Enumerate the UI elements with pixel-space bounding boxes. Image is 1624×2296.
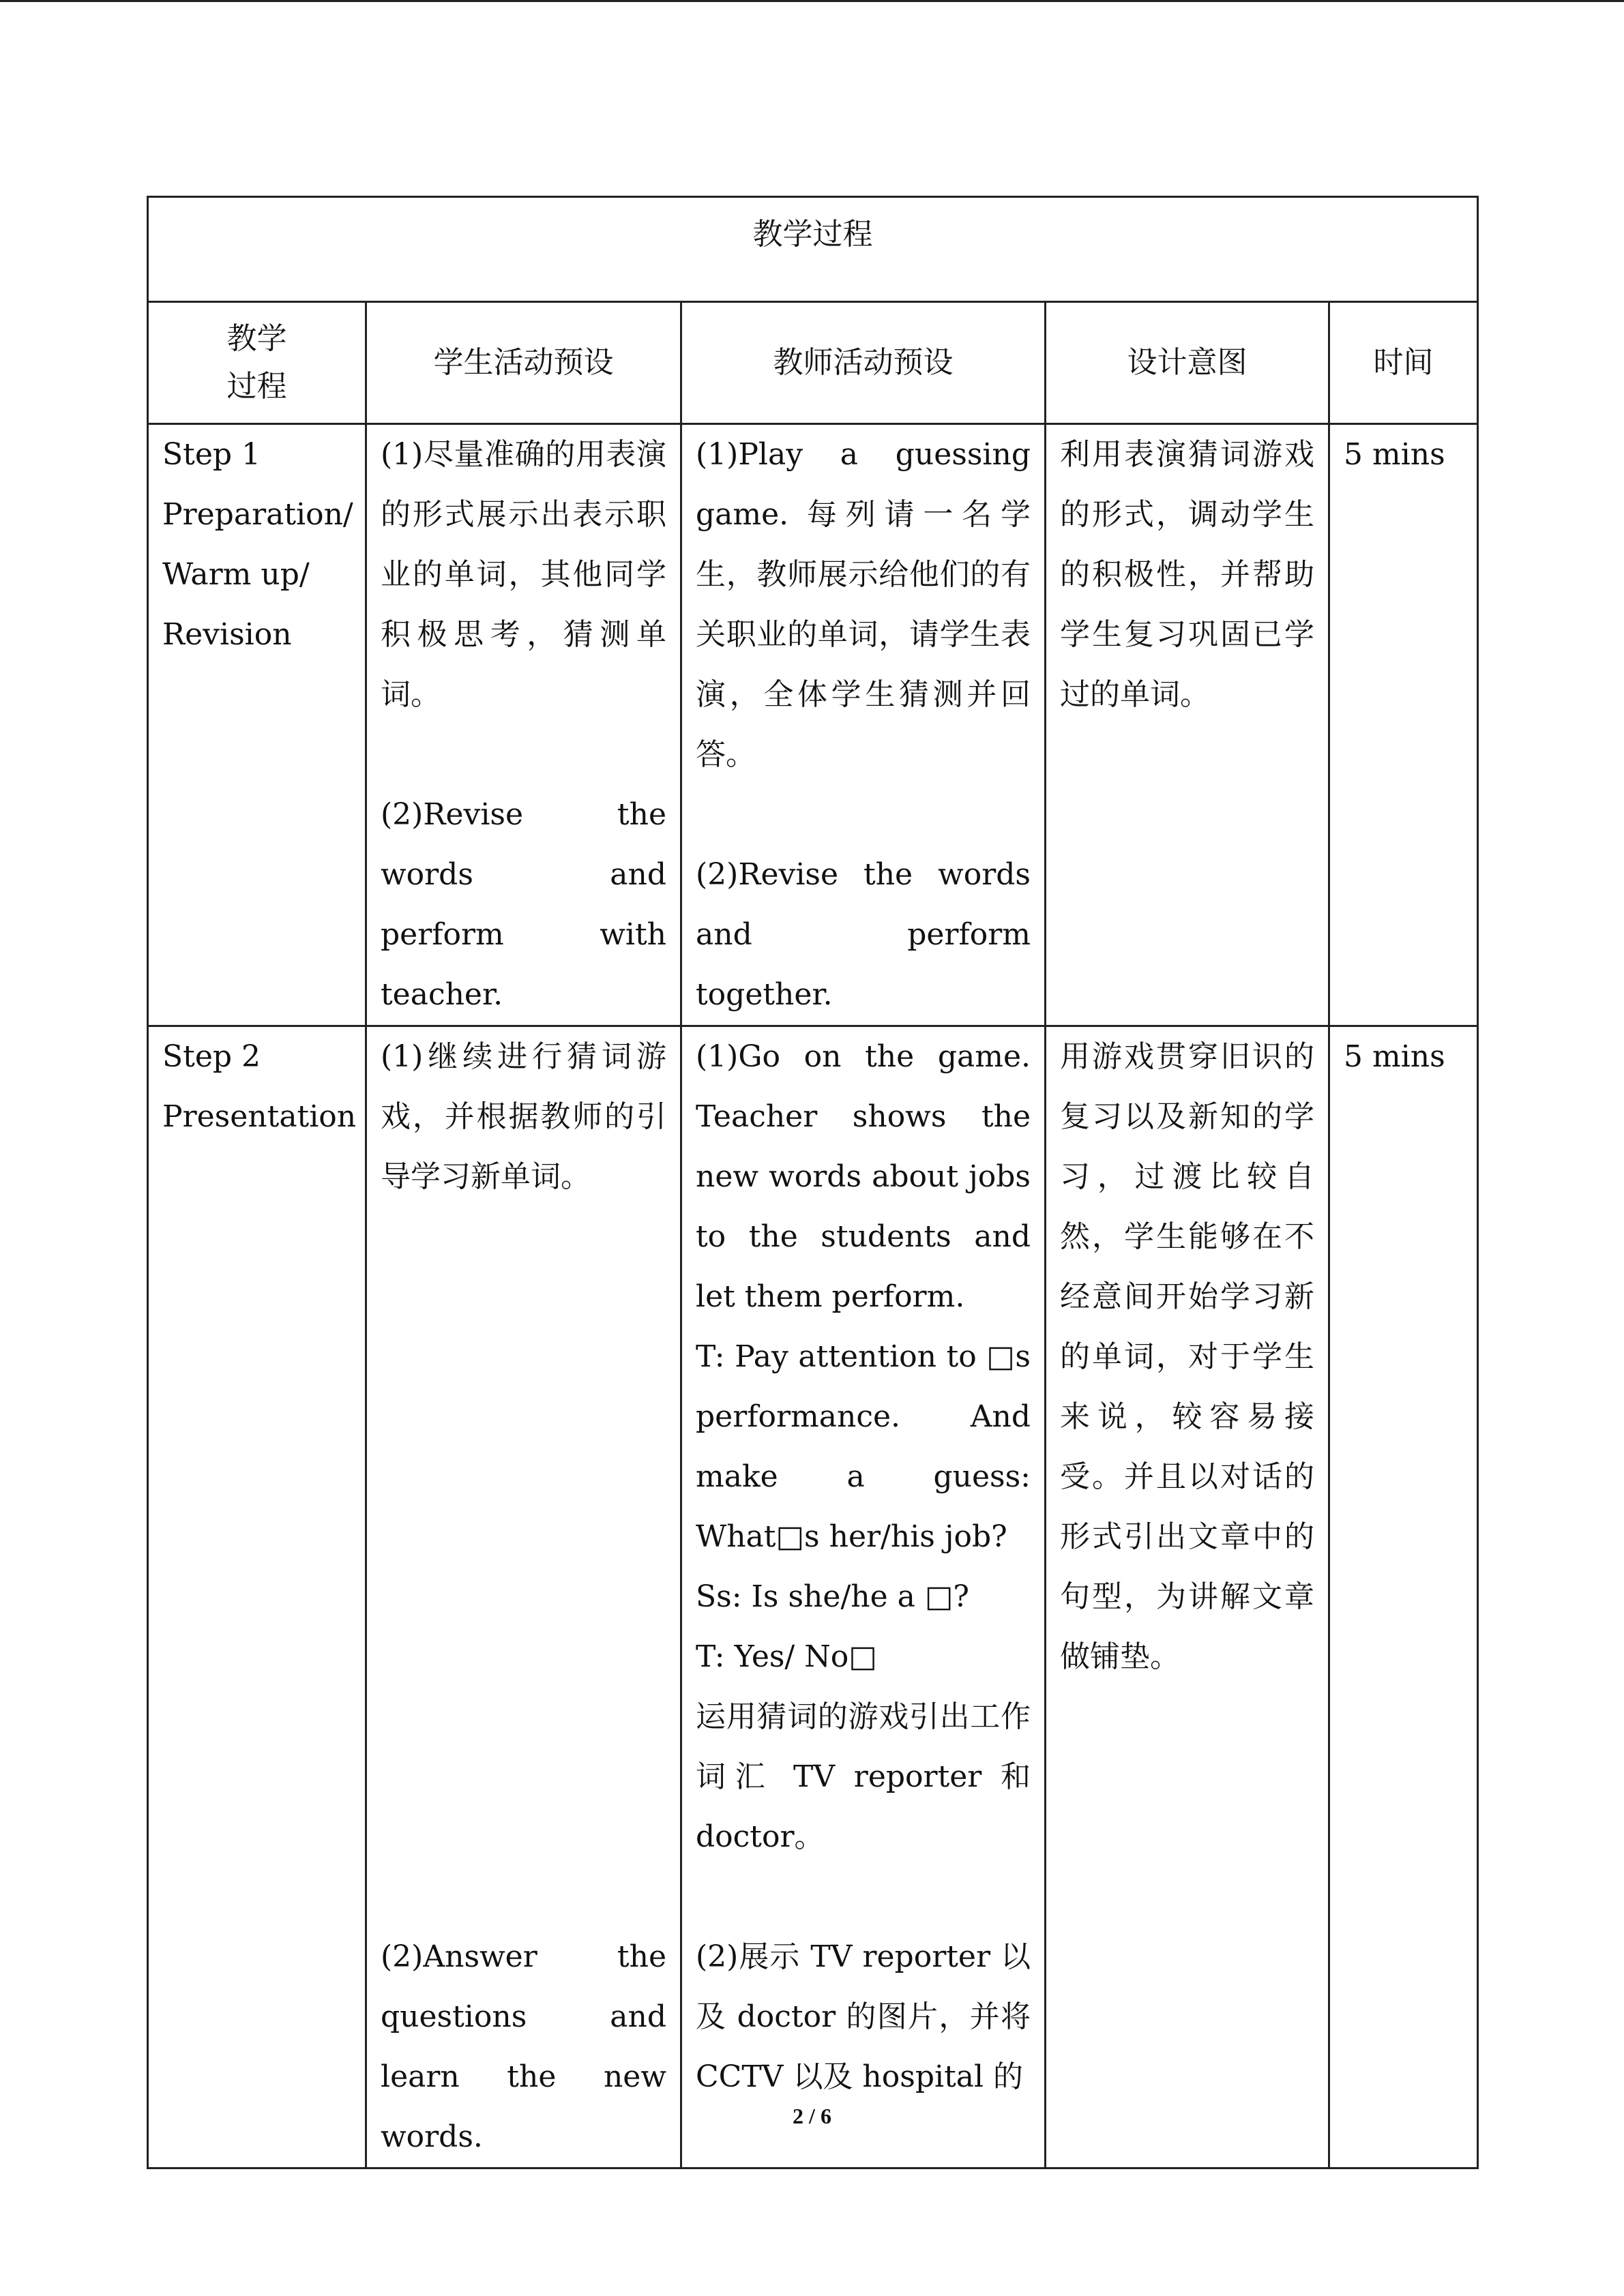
intent-cell bbox=[1046, 424, 1329, 1026]
intent-cell bbox=[1046, 1026, 1329, 2168]
student-cell bbox=[366, 1026, 681, 2168]
time-value: 5 mins bbox=[1344, 437, 1445, 472]
student-cell bbox=[366, 424, 681, 1026]
teacher-activity-2: (2)Revise the words and perform together. bbox=[696, 857, 1031, 1012]
time-value: 5 mins bbox=[1344, 1039, 1445, 1074]
header-teacher: 教师活动预设 bbox=[681, 302, 1046, 424]
header-intent: 设计意图 bbox=[1046, 302, 1329, 424]
teacher-dialogue-1: T: Pay attention to □s performance. And make a guess: What□s her/his job? bbox=[696, 1339, 1031, 1554]
student-activity-2: (2)Answer the questions and learn the new words. bbox=[381, 1939, 666, 2154]
design-intent: 用游戏贯穿旧识的复习以及新知的学习，过渡比较自然，学生能够在不经意间开始学习新的单词，对于学生来说，较容易接受。并且以对话的形式引出文章中的句型，为讲解文章做铺垫。 bbox=[1060, 1039, 1314, 1674]
time-cell bbox=[1329, 424, 1478, 1026]
header-student: 学生活动预设 bbox=[366, 302, 681, 424]
table-title-row bbox=[148, 197, 1478, 302]
page-number: 2 / 6 bbox=[793, 2104, 831, 2128]
teacher-cell bbox=[681, 424, 1046, 1026]
teacher-dialogue-2: Ss: Is she/he a □? bbox=[696, 1579, 970, 1614]
step-label: Step 1 Preparation/ Warm up/ Revision bbox=[162, 437, 353, 652]
teacher-activity-1: (1)Go on the game. Teacher shows the new words about jobs to the students and let them perform. bbox=[696, 1039, 1031, 1314]
teacher-cell bbox=[681, 1026, 1046, 2168]
student-activity-2: (2)Revise the words and perform with teacher. bbox=[381, 797, 666, 1012]
step-label: Step 2 Presentation bbox=[162, 1039, 357, 1134]
time-cell bbox=[1329, 1026, 1478, 2168]
teacher-dialogue-3: T: Yes/ No□ bbox=[696, 1639, 877, 1674]
header-step: 教学 过程 bbox=[148, 302, 366, 424]
student-activity-1: (1)尽量准确的用表演的形式展示出表示职业的单词，其他同学积极思考，猜测单词。 bbox=[381, 437, 666, 712]
teaching-process-table bbox=[147, 196, 1479, 2169]
step-cell bbox=[148, 1026, 366, 2168]
page-top-rule bbox=[0, 0, 1624, 2]
table-row bbox=[148, 1026, 1478, 2168]
teacher-note: 运用猜词的游戏引出工作词汇 TV reporter 和 doctor。 bbox=[696, 1699, 1031, 1854]
table-header-row bbox=[148, 302, 1478, 424]
teacher-activity-1: (1)Play a guessing game. 每列请一名学生，教师展示给他们的有关职业的单词，请学生表演，全体学生猜测并回答。 bbox=[696, 437, 1031, 772]
student-activity-1: (1)继续进行猜词游戏，并根据教师的引导学习新单词。 bbox=[381, 1039, 666, 1194]
teacher-activity-2: (2)展示 TV reporter 以及 doctor 的图片，并将 CCTV 以及 hospital 的 bbox=[696, 1939, 1031, 2094]
step-cell bbox=[148, 424, 366, 1026]
table-row bbox=[148, 424, 1478, 1026]
header-time: 时间 bbox=[1329, 302, 1478, 424]
table-title: 教学过程 bbox=[148, 197, 1478, 302]
design-intent: 利用表演猜词游戏的形式，调动学生的积极性，并帮助学生复习巩固已学过的单词。 bbox=[1060, 437, 1314, 712]
